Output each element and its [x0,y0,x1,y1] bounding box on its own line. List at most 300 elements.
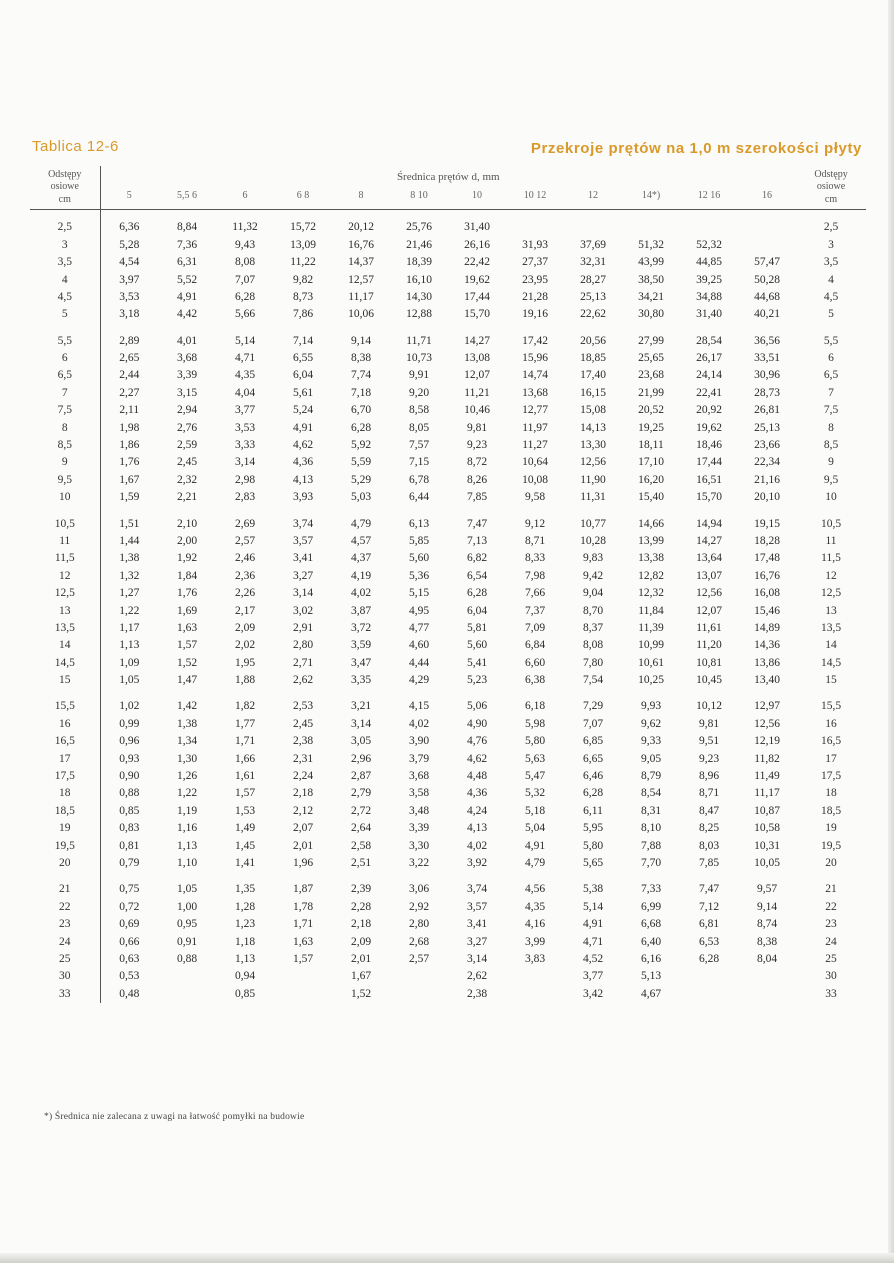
area-cell: 19,15 [754,517,780,530]
spacing-cell-right: 5,5 [823,334,839,347]
table-row [30,951,866,968]
area-cell: 10,73 [406,352,432,365]
area-cell: 13,09 [290,238,316,251]
area-cell: 2,58 [350,839,372,852]
spacing-cell-left: 12,5 [30,585,100,602]
area-cell: 0,85 [234,987,256,1000]
area-cell: 1,22 [176,787,198,800]
area-cell: 10,61 [638,656,664,669]
area-cell: 1,05 [119,674,140,687]
area-cell [158,968,216,985]
area-cell: 4,24 [466,804,488,817]
area-cell: 4,67 [640,987,662,1000]
area-cell: 3,99 [524,935,546,948]
area-cell: 4,57 [350,534,372,547]
area-cell: 6,81 [698,918,720,931]
spacing-cell-right: 4,5 [823,290,839,303]
area-cell: 12,88 [406,308,432,321]
area-cell: 2,26 [234,587,256,600]
area-cell: 27,99 [638,334,664,347]
area-cell: 3,27 [292,569,314,582]
area-cell: 2,38 [292,735,314,748]
area-cell: 12,56 [580,456,606,469]
area-cell: 5,52 [176,273,198,286]
area-cell [506,219,564,236]
area-cell: 2,24 [292,770,314,783]
table-row [30,333,866,350]
area-cell: 6,44 [408,491,430,504]
spacing-cell-right: 3,5 [823,256,839,269]
area-cell: 28,73 [754,386,780,399]
area-cell: 2,10 [176,517,198,530]
area-cell: 57,47 [754,256,780,269]
area-cell: 4,44 [408,656,430,669]
area-cell: 3,14 [234,456,256,469]
table-row [30,533,866,550]
area-cell: 1,26 [176,770,198,783]
area-cell: 6,13 [408,517,430,530]
spacing-cell-right: 5 [828,308,834,321]
area-cell: 19,25 [638,421,664,434]
area-cell: 11,39 [638,621,664,634]
spacing-cell-left: 15 [30,672,100,689]
area-cell: 7,13 [466,534,488,547]
area-cell: 7,47 [466,517,488,530]
spacing-cell-right: 9,5 [823,473,839,486]
area-cell: 9,83 [582,552,604,565]
table-row [30,420,866,437]
area-cell: 6,04 [466,604,488,617]
area-cell: 44,85 [696,256,722,269]
area-cell: 14,27 [464,334,490,347]
area-cell: 0,99 [119,717,140,730]
area-cell: 1,71 [234,735,256,748]
area-cell: 6,85 [582,735,604,748]
area-cell: 2,18 [350,918,372,931]
area-cell: 3,05 [350,735,372,748]
table-row [30,568,866,585]
area-cell: 14,13 [580,421,606,434]
area-cell: 3,57 [292,534,314,547]
area-cell: 1,17 [119,621,140,634]
area-cell: 8,47 [698,804,720,817]
spacing-cell-right: 11 [825,534,837,547]
area-cell: 9,23 [698,752,720,765]
area-cell: 2,62 [466,970,488,983]
area-cell: 8,54 [640,787,662,800]
area-cell: 1,59 [119,491,140,504]
area-cell: 4,13 [292,473,314,486]
area-cell: 1,13 [176,839,198,852]
area-cell [738,237,796,254]
footnote: *) Średnica nie zalecana z uwagi na łatwość pomyłki na budowie [44,1112,305,1122]
area-cell: 7,33 [640,883,662,896]
table-row [30,786,866,803]
area-cell: 10,46 [464,404,490,417]
area-cell: 1,38 [119,552,140,565]
spacing-cell-left: 19 [30,820,100,837]
spacing-cell-left: 17 [30,751,100,768]
area-cell: 13,64 [696,552,722,565]
table-row [30,881,866,898]
area-cell: 5,18 [524,804,546,817]
spacing-cell-right: 8,5 [823,439,839,452]
table-row [30,368,866,385]
area-cell: 1,30 [176,752,198,765]
area-cell: 8,26 [466,473,488,486]
spacing-cell-right: 3 [828,238,834,251]
area-cell: 15,40 [638,491,664,504]
area-cell: 17,42 [522,334,548,347]
spacing-cell-right: 30 [825,970,837,983]
spacing-cell-right: 15 [825,674,837,687]
area-cell: 0,88 [119,787,140,800]
area-cell: 9,12 [524,517,546,530]
area-cell: 1,76 [176,587,198,600]
area-cell: 8,71 [524,534,546,547]
area-cell: 6,28 [698,952,720,965]
area-cell: 4,62 [466,752,488,765]
area-cell: 0,81 [119,839,140,852]
area-cell: 0,95 [176,918,198,931]
area-cell: 8,05 [408,421,430,434]
area-cell: 1,52 [176,656,198,669]
area-cell: 2,09 [234,621,256,634]
area-cell: 3,41 [292,552,314,565]
area-cell: 9,20 [408,386,430,399]
area-cell: 8,73 [292,290,314,303]
area-cell: 8,74 [756,918,778,931]
area-cell: 7,47 [698,883,720,896]
area-cell: 4,56 [524,883,546,896]
area-cell: 10,06 [348,308,374,321]
table-row [30,699,866,716]
area-cell: 5,24 [292,404,314,417]
area-cell: 16,76 [348,238,374,251]
area-cell [158,986,216,1003]
area-cell: 6,11 [583,804,603,817]
area-cell: 1,69 [176,604,198,617]
spacing-cell-left: 8 [30,420,100,437]
area-cell: 11,17 [754,787,780,800]
area-cell: 18,46 [696,439,722,452]
area-cell: 1,28 [234,900,256,913]
area-cell: 16,15 [580,386,606,399]
area-cell: 16,76 [754,569,780,582]
area-cell: 1,76 [119,456,140,469]
area-cell: 51,32 [638,238,664,251]
area-cell: 5,60 [408,552,430,565]
area-cell: 3,74 [292,517,314,530]
area-cell: 13,68 [522,386,548,399]
spacing-cell-right: 17 [825,752,837,765]
area-cell: 1,51 [119,517,140,530]
area-cell: 5,15 [408,587,430,600]
spacing-cell-right: 12 [825,569,837,582]
area-cell: 2,62 [292,674,314,687]
area-cell: 3,72 [350,621,372,634]
area-cell: 10,45 [696,674,722,687]
area-cell: 1,09 [119,656,140,669]
spacing-cell-right: 22 [825,900,837,913]
area-cell: 3,87 [350,604,372,617]
table-row [30,272,866,289]
spacing-cell-right: 12,5 [820,587,842,600]
area-cell: 2,64 [350,822,372,835]
area-cell: 7,98 [524,569,546,582]
group-spacer [30,507,866,516]
area-cell: 9,04 [582,587,604,600]
area-cell: 28,27 [580,273,606,286]
area-cell: 0,91 [176,935,198,948]
area-cell: 6,53 [698,935,720,948]
area-cell: 3,06 [408,883,430,896]
area-cell: 2,00 [176,534,198,547]
area-cell: 7,70 [640,857,662,869]
area-cell: 7,88 [640,839,662,852]
spacing-cell-left: 5,5 [30,333,100,350]
area-cell: 10,81 [696,656,722,669]
area-cell: 1,45 [234,839,256,852]
area-cell: 20,10 [754,491,780,504]
area-cell: 1,13 [119,639,140,652]
area-cell: 8,08 [582,639,604,652]
area-cell: 1,00 [176,900,198,913]
area-cell: 5,98 [524,717,546,730]
area-cell: 5,95 [582,822,604,835]
spacing-cell-right: 25 [825,952,837,965]
spacing-cell-right: 23 [825,918,837,931]
area-cell: 4,91 [582,918,604,931]
area-cell: 7,37 [524,604,546,617]
area-cell: 1,47 [176,674,198,687]
area-cell: 4,37 [350,552,372,565]
area-cell: 12,57 [348,273,374,286]
table-row [30,472,866,489]
area-cell: 15,70 [696,491,722,504]
area-cell: 4,19 [350,569,372,582]
spacing-cell-right: 2,5 [823,221,839,234]
table-row [30,655,866,672]
area-cell: 13,30 [580,439,606,452]
spacing-cell-left: 3 [30,237,100,254]
area-cell: 2,83 [234,491,256,504]
area-cell: 15,96 [522,352,548,365]
area-cell: 2,51 [350,857,372,869]
area-cell: 2,36 [234,569,256,582]
area-cell: 6,65 [582,752,604,765]
area-cell: 3,39 [408,822,430,835]
table-row [30,768,866,785]
diameter-column-header: 12 [564,183,622,210]
spacing-cell-left: 14 [30,637,100,654]
spacing-cell-left: 12 [30,568,100,585]
area-cell: 2,69 [234,517,256,530]
table-row [30,289,866,306]
area-cell: 15,08 [580,404,606,417]
area-cell: 0,63 [119,952,140,965]
spacing-cell-right: 20 [825,857,837,869]
area-cell: 3,53 [234,421,256,434]
area-cell: 4,35 [234,369,256,382]
spacing-cell-left: 23 [30,916,100,933]
area-cell: 7,14 [292,334,314,347]
area-cell: 3,93 [292,491,314,504]
area-cell: 1,98 [119,421,140,434]
table-row [30,306,866,323]
area-cell: 2,17 [234,604,256,617]
spacing-cell-right: 19,5 [820,839,842,852]
area-cell: 4,52 [582,952,604,965]
area-cell: 12,32 [638,587,664,600]
spacing-cell-left: 4,5 [30,289,100,306]
spacing-cell-left: 11 [30,533,100,550]
area-cell: 26,16 [464,238,490,251]
spacing-cell-left: 18 [30,786,100,803]
area-cell: 17,40 [580,369,606,382]
area-cell: 1,66 [234,752,256,765]
area-cell: 22,41 [696,386,722,399]
area-cell: 6,28 [234,290,256,303]
spacing-header-right [796,166,866,210]
area-cell: 9,33 [640,735,662,748]
diameter-column-header: 6 8 [274,183,332,210]
area-cell: 11,27 [522,439,548,452]
table-row [30,855,866,872]
area-cell: 2,98 [234,473,256,486]
spacing-cell-left: 17,5 [30,768,100,785]
area-cell: 3,79 [408,752,430,765]
area-cell: 1,88 [234,674,256,687]
area-cell: 2,87 [350,770,372,783]
area-cell: 1,53 [234,804,256,817]
area-cell: 4,04 [234,386,256,399]
spacing-cell-right: 6 [828,352,834,365]
spacing-cell-left: 8,5 [30,437,100,454]
area-cell: 2,45 [176,456,198,469]
area-cell: 3,39 [176,369,198,382]
table-title: Przekroje prętów na 1,0 m szerokości płyty [530,140,862,157]
spacing-cell-left: 22 [30,899,100,916]
area-cell: 10,64 [522,456,548,469]
diameter-column-header: 6 [216,183,274,210]
area-cell: 1,23 [234,918,256,931]
area-cell: 7,12 [698,900,720,913]
area-cell: 5,81 [466,621,488,634]
area-cell: 4,60 [408,639,430,652]
area-cell: 5,06 [466,700,488,713]
area-cell: 43,99 [638,256,664,269]
area-cell: 3,48 [408,804,430,817]
area-cell: 0,48 [119,987,140,1000]
area-cell: 5,04 [524,822,546,835]
area-cell: 25,13 [580,290,606,303]
area-cell: 6,54 [466,569,488,582]
area-cell: 2,46 [234,552,256,565]
spacing-cell-left: 9 [30,454,100,471]
area-cell: 20,56 [580,334,606,347]
area-cell: 12,19 [754,735,780,748]
spacing-cell-left: 14,5 [30,655,100,672]
area-cell [564,219,622,236]
table-row [30,986,866,1003]
spacing-cell-left: 16,5 [30,733,100,750]
area-cell [506,986,564,1003]
area-cell: 5,63 [524,752,546,765]
area-cell: 4,35 [524,900,546,913]
area-cell: 21,16 [754,473,780,486]
area-cell: 3,58 [408,787,430,800]
spacing-header-right-line: osiowe [816,181,846,193]
area-cell [274,986,332,1003]
table-row [30,838,866,855]
area-cell: 13,99 [638,534,664,547]
area-cell: 44,68 [754,290,780,303]
area-cell: 8,96 [698,770,720,783]
area-cell: 2,76 [176,421,198,434]
area-cell: 14,37 [348,256,374,269]
area-cell: 2,65 [119,352,140,365]
area-cell: 6,84 [524,639,546,652]
area-cell: 3,74 [466,883,488,896]
area-cell: 4,02 [466,839,488,852]
area-cell: 1,34 [176,735,198,748]
area-cell: 7,15 [408,456,430,469]
area-cell: 10,08 [522,473,548,486]
spacing-cell-right: 9 [828,456,834,469]
area-cell: 11,31 [580,491,606,504]
spacing-cell-right: 15,5 [820,700,842,713]
area-cell: 8,08 [234,256,256,269]
area-cell: 6,70 [350,404,372,417]
area-cell [738,986,796,1003]
area-cell: 9,58 [524,491,546,504]
area-cell: 4,42 [176,308,198,321]
area-cell: 16,08 [754,587,780,600]
area-cell: 5,60 [466,639,488,652]
area-cell: 16,10 [406,273,432,286]
spacing-cell-right: 17,5 [820,770,842,783]
area-cell: 11,22 [290,256,316,269]
spacing-cell-right: 13 [825,604,837,617]
area-cell: 4,91 [292,421,314,434]
area-cell: 5,38 [582,883,604,896]
area-cell: 1,05 [176,883,198,896]
area-cell: 6,31 [176,256,198,269]
area-cell: 20,92 [696,404,722,417]
area-cell: 14,89 [754,621,780,634]
area-cell: 2,89 [119,334,140,347]
area-cell: 6,38 [524,674,546,687]
area-cell: 17,44 [696,456,722,469]
spacing-cell-right: 18,5 [820,804,842,817]
area-cell: 3,30 [408,839,430,852]
spacing-cell-left: 19,5 [30,838,100,855]
area-cell: 4,95 [408,604,430,617]
table-row [30,516,866,533]
area-cell: 3,42 [582,987,604,1000]
area-cell: 20,12 [348,221,374,234]
spacing-cell-left: 25 [30,951,100,968]
spacing-cell-right: 16 [825,717,837,730]
area-cell: 15,46 [754,604,780,617]
spacing-cell-right: 33 [825,987,837,1000]
spacing-cell-right: 14,5 [820,656,842,669]
area-cell: 2,79 [350,787,372,800]
area-cell: 1,71 [292,918,314,931]
area-cell: 9,81 [698,717,720,730]
table-row [30,637,866,654]
